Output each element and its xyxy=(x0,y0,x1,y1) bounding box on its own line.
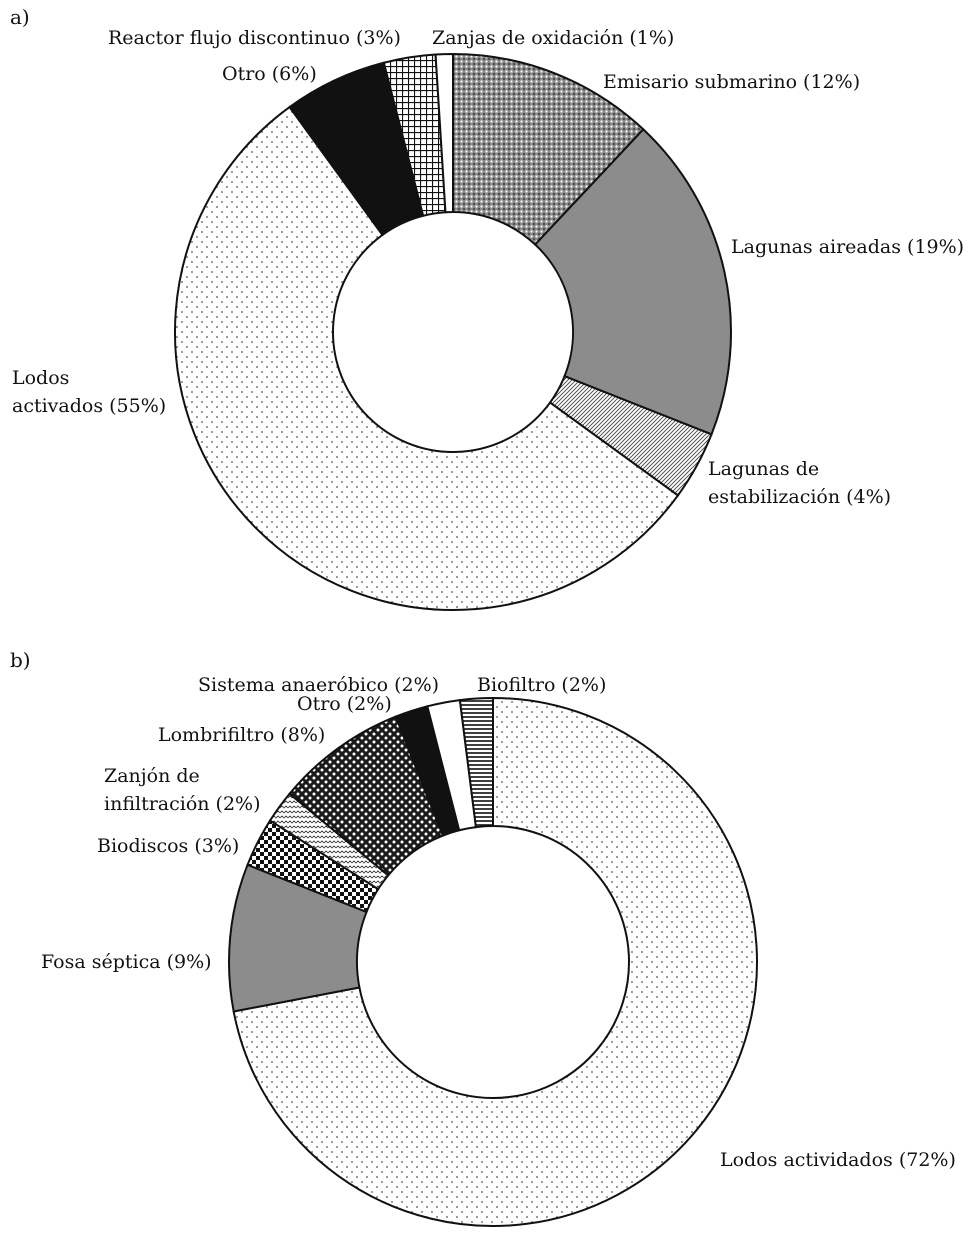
donut-a-slice-label-2: Lagunas de estabilización (4%) xyxy=(708,458,892,508)
donut-a-slice-label-1: Lagunas aireadas (19%) xyxy=(731,236,965,258)
donut-b-slice-label-0: Lodos actividados (72%) xyxy=(720,1149,956,1171)
donut-b-slice-label-7: Biofiltro (2%) xyxy=(477,674,607,696)
donut-chart-a xyxy=(175,54,731,610)
donut-b-slice-label-2: Biodiscos (3%) xyxy=(97,835,240,857)
donut-chart-b xyxy=(229,698,757,1226)
donut-a-slice-label-4: Otro (6%) xyxy=(222,63,317,85)
donut-b-slice-label-3: Zanjón de infiltración (2%) xyxy=(104,765,261,815)
donut-b-slice-label-6: Otro (2%) xyxy=(297,693,392,715)
panel-label-a: a) xyxy=(10,5,30,29)
donut-a-slice-label-6: Zanjas de oxidación (1%) xyxy=(432,27,675,49)
donut-b-slice-label-5: Sistema anaeróbico (2%) xyxy=(198,674,440,696)
donut-a-slice-label-5: Reactor flujo discontinuo (3%) xyxy=(108,27,401,49)
donut-a-slice-label-3: Lodos activados (55%) xyxy=(12,367,167,417)
donut-b-slice-label-4: Lombrifiltro (8%) xyxy=(158,724,326,746)
donut-b-slice-label-1: Fosa séptica (9%) xyxy=(41,951,212,973)
panel-label-b: b) xyxy=(10,648,31,672)
donut-a-slice-label-0: Emisario submarino (12%) xyxy=(603,71,861,93)
